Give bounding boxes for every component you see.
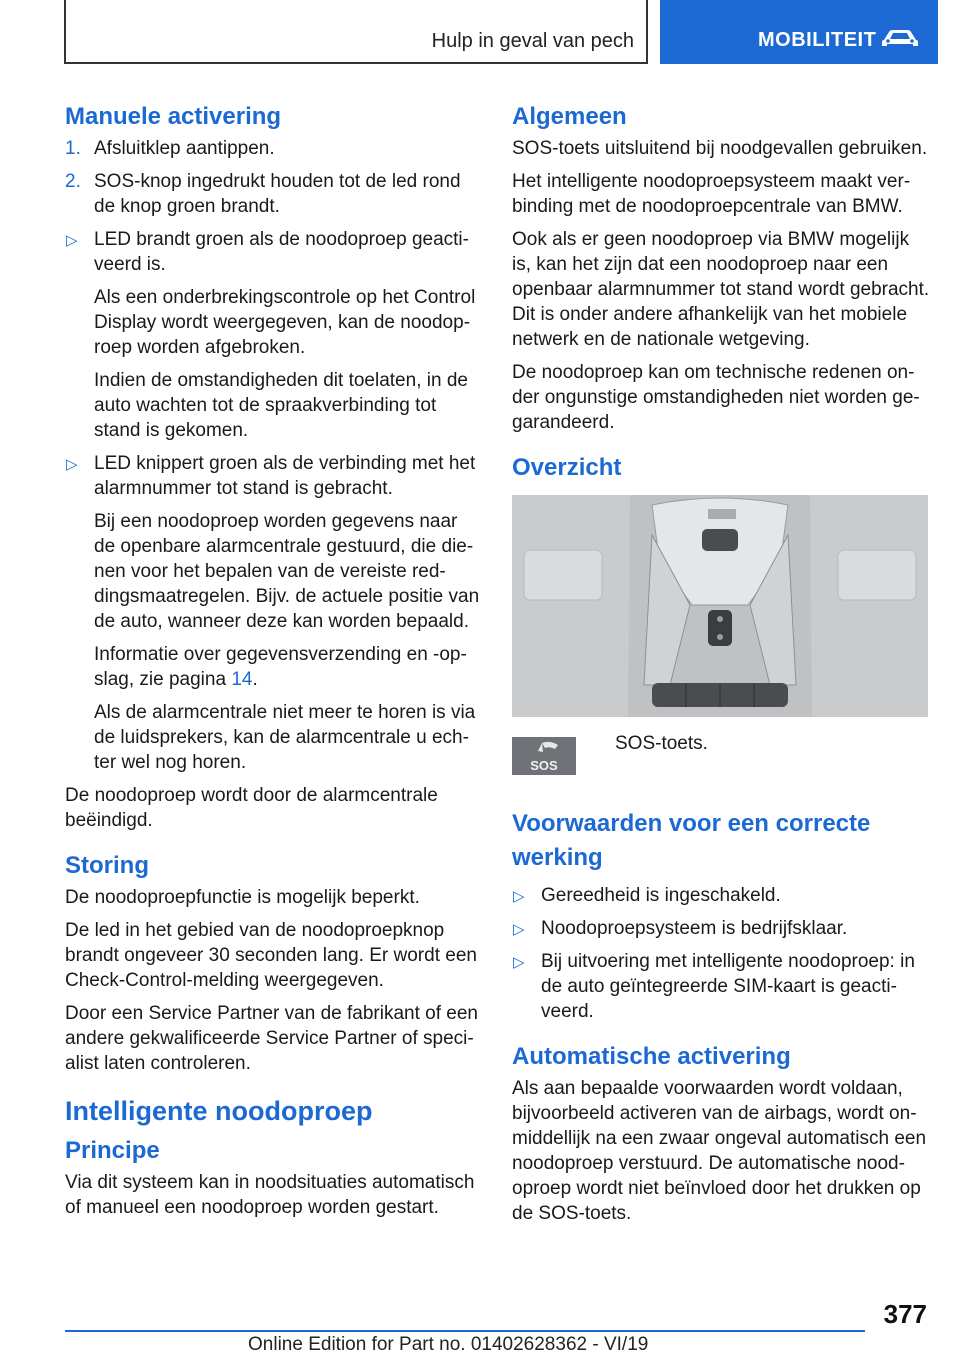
triangle-bullet-icon: ▷ [513, 921, 525, 938]
paragraph: Als de alarmcentrale niet meer te horen is via de luidsprekers, kan de alarmcentrale u echter wel nog horen. [94, 702, 476, 773]
running-header [64, 0, 648, 64]
paragraph: De led in het gebied van de noodoproepknop brandt ongeveer 30 seconden lang. Er wordt een Check-Control-melding weergegeven. [65, 920, 477, 991]
footer-divider [65, 1330, 865, 1332]
intelligent-emergency-call-heading: Intelligente noodoproep [65, 1096, 373, 1126]
paragraph-with-link [65, 642, 481, 692]
sos-icon-legend [512, 727, 930, 807]
bullet-led-blinking [65, 451, 481, 501]
paragraph: Door een Service Partner van de fabrikant of een andere gekwalificeerde Service Partner of specialist laten controleren. [65, 1003, 478, 1074]
step-number: 2. [65, 171, 81, 192]
bullet-text: LED knippert groen als de verbinding met het alarmnummer tot stand is gebracht. [94, 453, 476, 499]
triangle-bullet-icon: ▷ [513, 954, 525, 971]
section-title: Hulp in geval van pech [431, 30, 634, 52]
algemeen-heading: Algemeen [512, 103, 627, 130]
step-1 [65, 136, 481, 161]
condition-item [512, 916, 930, 941]
chapter-tab-label: MOBILITEIT [758, 29, 877, 51]
bullet-text: Gereedheid is ingeschakeld. [541, 885, 781, 906]
step-text: Afsluitklep aantippen. [94, 138, 275, 159]
paragraph: Als aan bepaalde voorwaarden wordt voldaan, bijvoorbeeld activeren van de airbags, wordt onmiddellijk na een zwaar ongeval automatisch een noodoproep verstuurd. De automatische noodoproep wordt niet beïnvloed door het drukken op de SOS-toets. [512, 1078, 927, 1224]
paragraph: SOS-toets uitsluitend bij noodgevallen gebruiken. [512, 138, 928, 159]
bullet-text: LED brandt groen als de noodoproep geactiveerd is. [94, 229, 469, 275]
chapter-tab [660, 0, 938, 64]
bullet-text: Bij uitvoering met intelligente noodoproep: in de auto geïntegreerde SIM-kaart is geactiveerd. [541, 951, 915, 1022]
condition-item [512, 883, 930, 908]
paragraph: De noodoproepfunctie is mogelijk beperkt. [65, 887, 420, 908]
bullet-text: Noodoproepsysteem is bedrijfsklaar. [541, 918, 848, 939]
bullet-led-green [65, 227, 481, 277]
step-2 [65, 169, 481, 219]
edition-text: Online Edition for Part no. 01402628362 - VI/19 [248, 1334, 649, 1355]
sos-icon-label: SOS [530, 758, 558, 773]
sos-button-icon [512, 737, 576, 775]
automatic-activation-heading: Automatische activering [512, 1043, 791, 1070]
triangle-bullet-icon: ▷ [66, 232, 78, 249]
step-text: SOS-knop ingedrukt houden tot de led rond de knop groen brandt. [94, 171, 461, 217]
storing-heading: Storing [65, 852, 149, 879]
text: Informatie over gegevensverzending en -opslag, zie pagina [94, 644, 467, 690]
step-number: 1. [65, 138, 81, 159]
conditions-heading: Voorwaarden voor een correcte werking [512, 810, 871, 871]
left-column [65, 100, 481, 1228]
paragraph: De noodoproep wordt door de alarmcentrale beëindigd. [65, 785, 438, 831]
triangle-bullet-icon: ▷ [66, 456, 78, 473]
paragraph: Bij een noodoproep worden gegevens naar de openbare alarmcentrale gestuurd, die dienen voor het bepalen van de vereiste reddingsmaatregelen. Bijv. de actuele positie van de auto, wanneer deze kan worden bepaald. [94, 511, 480, 632]
car-icon [880, 28, 920, 50]
condition-item [512, 949, 930, 1024]
page-number: 377 [883, 1299, 927, 1329]
right-column [512, 100, 930, 1234]
paragraph: Ook als er geen noodoproep via BMW mogelijk is, kan het zijn dat een noodoproep naar een openbaar alarmnummer tot stand wordt gebracht. Dit is onder andere afhankelijk van het mobiele netwerk en de nationale wetgeving. [512, 229, 930, 350]
sos-caption: SOS-toets. [615, 733, 708, 754]
paragraph: De noodoproep kan om technische redenen onder ongunstige omstandigheden niet worden gegarandeerd. [512, 362, 920, 433]
triangle-bullet-icon: ▷ [513, 888, 525, 905]
text: . [252, 669, 258, 690]
overzicht-heading: Overzicht [512, 454, 622, 481]
page-link[interactable]: 14 [231, 669, 253, 690]
paragraph: Indien de omstandigheden dit toelaten, in de auto wachten tot de spraakverbinding tot stand is gekomen. [94, 370, 468, 441]
principe-heading: Principe [65, 1137, 160, 1164]
paragraph: Als een onderbrekingscontrole op het Control Display wordt weergegeven, kan de noodoproep worden afgebroken. [94, 287, 476, 358]
paragraph: Via dit systeem kan in noodsituaties automatisch of manueel een noodoproep worden gestart. [65, 1172, 475, 1218]
overhead-console-photo [512, 495, 928, 717]
manual-activation-heading: Manuele activering [65, 103, 282, 130]
paragraph: Het intelligente noodoproepsysteem maakt verbinding met de noodoproepcentrale van BMW. [512, 171, 911, 217]
